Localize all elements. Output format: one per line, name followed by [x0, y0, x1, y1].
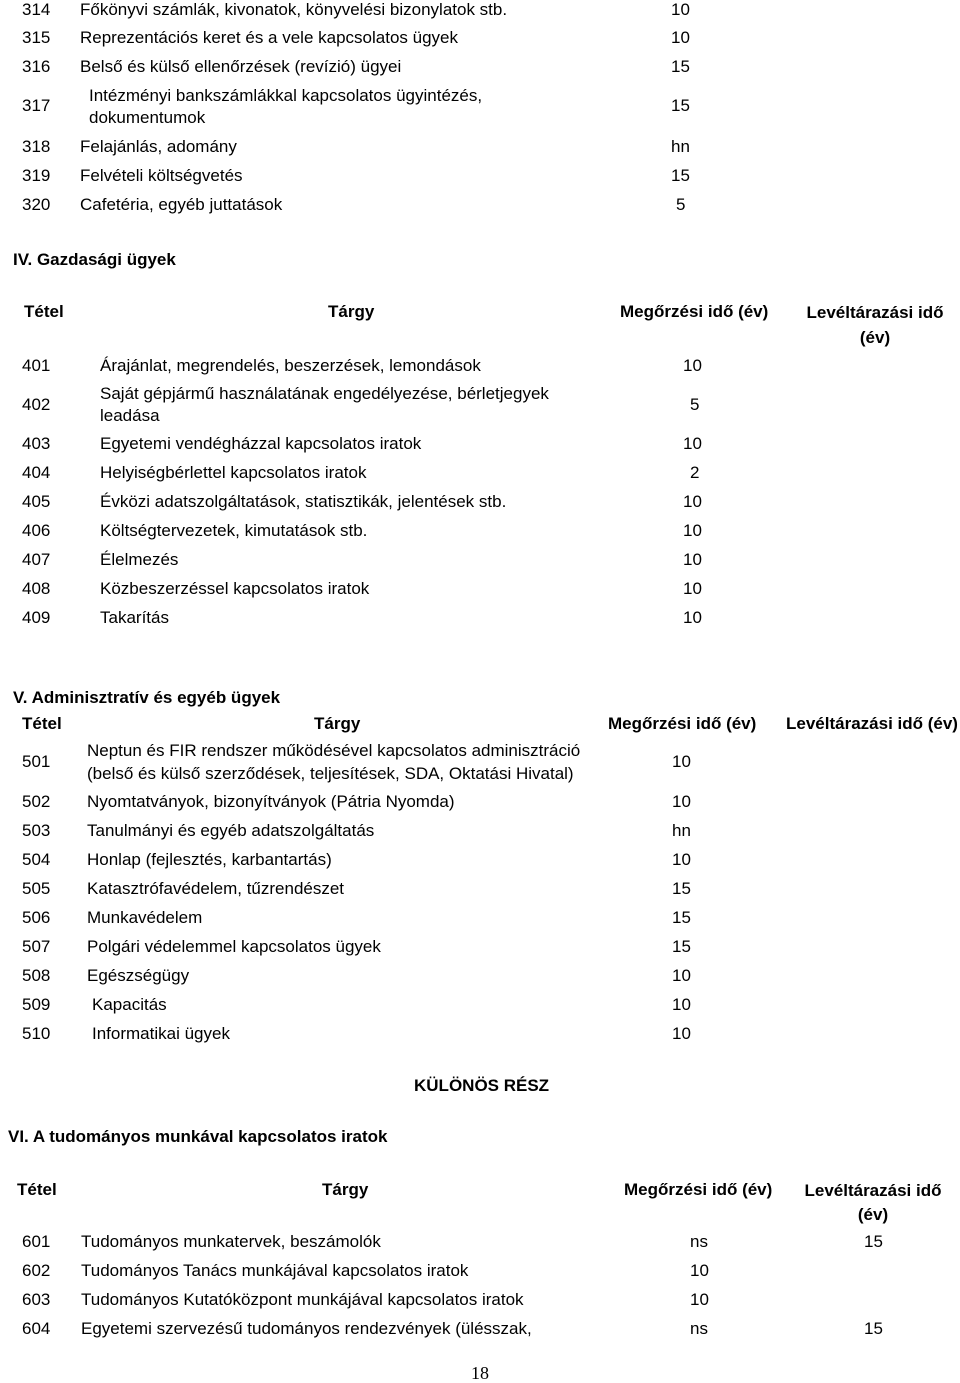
- row-code: 604: [22, 1319, 51, 1338]
- special-part-heading: KÜLÖNÖS RÉSZ: [414, 1076, 550, 1095]
- header-code: Tétel: [24, 302, 64, 321]
- header-archive-line2: (év): [859, 328, 891, 347]
- header-code: Tétel: [17, 1180, 57, 1199]
- section-title: V. Adminisztratív és egyéb ügyek: [13, 688, 281, 707]
- row-code: 506: [22, 908, 51, 927]
- row-code: 502: [22, 792, 51, 811]
- row-subject: Takarítás: [100, 608, 169, 627]
- section-title: VI. A tudományos munkával kapcsolatos iratok: [8, 1127, 388, 1146]
- row-subject-line2: dokumentumok: [89, 108, 206, 127]
- header-subject: Tárgy: [314, 714, 361, 733]
- row-subject: Informatikai ügyek: [92, 1024, 230, 1043]
- row-subject: Árajánlat, megrendelés, beszerzések, lemondások: [100, 356, 481, 375]
- row-code: 508: [22, 966, 51, 985]
- row-retention: 10: [672, 850, 691, 869]
- section-title: IV. Gazdasági ügyek: [13, 250, 176, 269]
- header-archive-line1: Levéltárazási idő: [804, 1181, 942, 1200]
- row-subject: Helyiségbérlettel kapcsolatos iratok: [100, 463, 367, 482]
- row-subject: Kapacitás: [92, 995, 167, 1014]
- row-code: 510: [22, 1024, 51, 1043]
- row-retention: 10: [683, 492, 702, 511]
- row-retention: 10: [672, 966, 691, 985]
- row-subject-line1: Intézményi bankszámlákkal kapcsolatos ügyintézés,: [89, 86, 483, 105]
- row-retention: 15: [672, 879, 691, 898]
- row-retention: 10: [683, 608, 702, 627]
- row-subject: Honlap (fejlesztés, karbantartás): [87, 850, 332, 869]
- row-retention: 10: [672, 1024, 691, 1043]
- row-subject: Költségtervezetek, kimutatások stb.: [100, 521, 368, 540]
- row-subject: Reprezentációs keret és a vele kapcsolatos ügyek: [80, 28, 458, 47]
- header-retention: Megőrzési idő (év): [620, 302, 769, 321]
- row-retention: 10: [683, 521, 702, 540]
- row-retention: 10: [683, 356, 702, 375]
- header-archive: Levéltárazási idő (év): [786, 714, 958, 733]
- row-code: 501: [22, 752, 51, 771]
- row-subject: Főkönyvi számlák, kivonatok, könyvelési bizonylatok stb.: [80, 0, 508, 19]
- row-retention: 10: [671, 28, 690, 47]
- row-subject: Felvételi költségvetés: [80, 166, 243, 185]
- row-retention: 15: [672, 908, 691, 927]
- row-code: 316: [22, 57, 51, 76]
- row-code: 318: [22, 137, 51, 156]
- row-code: 603: [22, 1290, 51, 1309]
- row-code: 509: [22, 995, 51, 1014]
- row-code: 320: [22, 195, 51, 214]
- row-code: 602: [22, 1261, 51, 1280]
- row-code: 503: [22, 821, 51, 840]
- row-code: 319: [22, 166, 51, 185]
- row-retention: 10: [672, 792, 691, 811]
- row-retention: ns: [690, 1319, 708, 1338]
- row-code: 409: [22, 608, 51, 627]
- row-archive: 15: [864, 1319, 883, 1338]
- page-number: 18: [471, 1363, 489, 1383]
- row-code: 406: [22, 521, 51, 540]
- row-code: 401: [22, 356, 51, 375]
- row-subject: Tudományos Tanács munkájával kapcsolatos iratok: [81, 1261, 469, 1280]
- row-retention: ns: [690, 1232, 708, 1251]
- row-retention: 10: [683, 434, 702, 453]
- row-retention: 10: [683, 579, 702, 598]
- row-retention: 2: [690, 463, 700, 482]
- row-retention: 10: [683, 550, 702, 569]
- row-code: 403: [22, 434, 51, 453]
- row-retention: hn: [672, 821, 691, 840]
- row-retention: 15: [672, 937, 691, 956]
- header-retention: Megőrzési idő (év): [608, 714, 757, 733]
- row-retention: 5: [690, 395, 700, 414]
- row-subject: Katasztrófavédelem, tűzrendészet: [87, 879, 345, 898]
- row-subject: Egészségügy: [87, 966, 190, 985]
- row-code: 402: [22, 395, 51, 414]
- row-retention: 10: [690, 1290, 709, 1309]
- row-subject-line1: Saját gépjármű használatának engedélyezése, bérletjegyek: [100, 384, 549, 403]
- row-code: 407: [22, 550, 51, 569]
- row-subject: Évközi adatszolgáltatások, statisztikák, jelentések stb.: [100, 492, 507, 511]
- row-subject: Tanulmányi és egyéb adatszolgáltatás: [87, 821, 375, 840]
- row-code: 601: [22, 1232, 51, 1251]
- row-retention: 15: [671, 57, 690, 76]
- header-archive-line2: (év): [857, 1205, 889, 1224]
- row-retention: 5: [676, 195, 686, 214]
- row-subject: Felajánlás, adomány: [80, 137, 237, 156]
- row-subject: Tudományos Kutatóközpont munkájával kapcsolatos iratok: [81, 1290, 524, 1309]
- row-subject: Egyetemi szervezésű tudományos rendezvények (ülésszak,: [81, 1319, 532, 1338]
- row-code: 404: [22, 463, 51, 482]
- row-code: 314: [22, 0, 51, 19]
- row-code: 504: [22, 850, 51, 869]
- row-subject: Tudományos munkatervek, beszámolók: [81, 1232, 381, 1251]
- header-subject: Tárgy: [322, 1180, 369, 1199]
- row-subject: Cafetéria, egyéb juttatások: [80, 195, 283, 214]
- row-subject-line1: Neptun és FIR rendszer működésével kapcsolatos adminisztráció: [87, 741, 581, 760]
- row-subject: Közbeszerzéssel kapcsolatos iratok: [100, 579, 370, 598]
- row-retention: 15: [671, 166, 690, 185]
- row-code: 507: [22, 937, 51, 956]
- row-code: 317: [22, 96, 51, 115]
- row-retention: 10: [672, 752, 691, 771]
- row-code: 408: [22, 579, 51, 598]
- row-code: 315: [22, 28, 51, 47]
- row-retention: 15: [671, 96, 690, 115]
- header-retention: Megőrzési idő (év): [624, 1180, 773, 1199]
- row-retention: 10: [672, 995, 691, 1014]
- row-subject: Belső és külső ellenőrzések (revízió) ügyei: [80, 57, 402, 76]
- row-retention: 10: [671, 0, 690, 19]
- row-subject: Munkavédelem: [87, 908, 203, 927]
- row-subject: Élelmezés: [100, 550, 179, 569]
- header-code: Tétel: [22, 714, 62, 733]
- row-subject-line2: (belső és külső szerződések, teljesítések, SDA, Oktatási Hivatal): [87, 764, 574, 783]
- row-archive: 15: [864, 1232, 883, 1251]
- header-subject: Tárgy: [328, 302, 375, 321]
- row-subject: Nyomtatványok, bizonyítványok (Pátria Nyomda): [87, 792, 455, 811]
- row-retention: 10: [690, 1261, 709, 1280]
- row-code: 405: [22, 492, 51, 511]
- row-subject: Egyetemi vendégházzal kapcsolatos iratok: [100, 434, 422, 453]
- row-code: 505: [22, 879, 51, 898]
- header-archive-line1: Levéltárazási idő: [806, 303, 944, 322]
- row-retention: hn: [671, 137, 690, 156]
- row-subject: Polgári védelemmel kapcsolatos ügyek: [87, 937, 381, 956]
- row-subject-line2: leadása: [100, 406, 160, 425]
